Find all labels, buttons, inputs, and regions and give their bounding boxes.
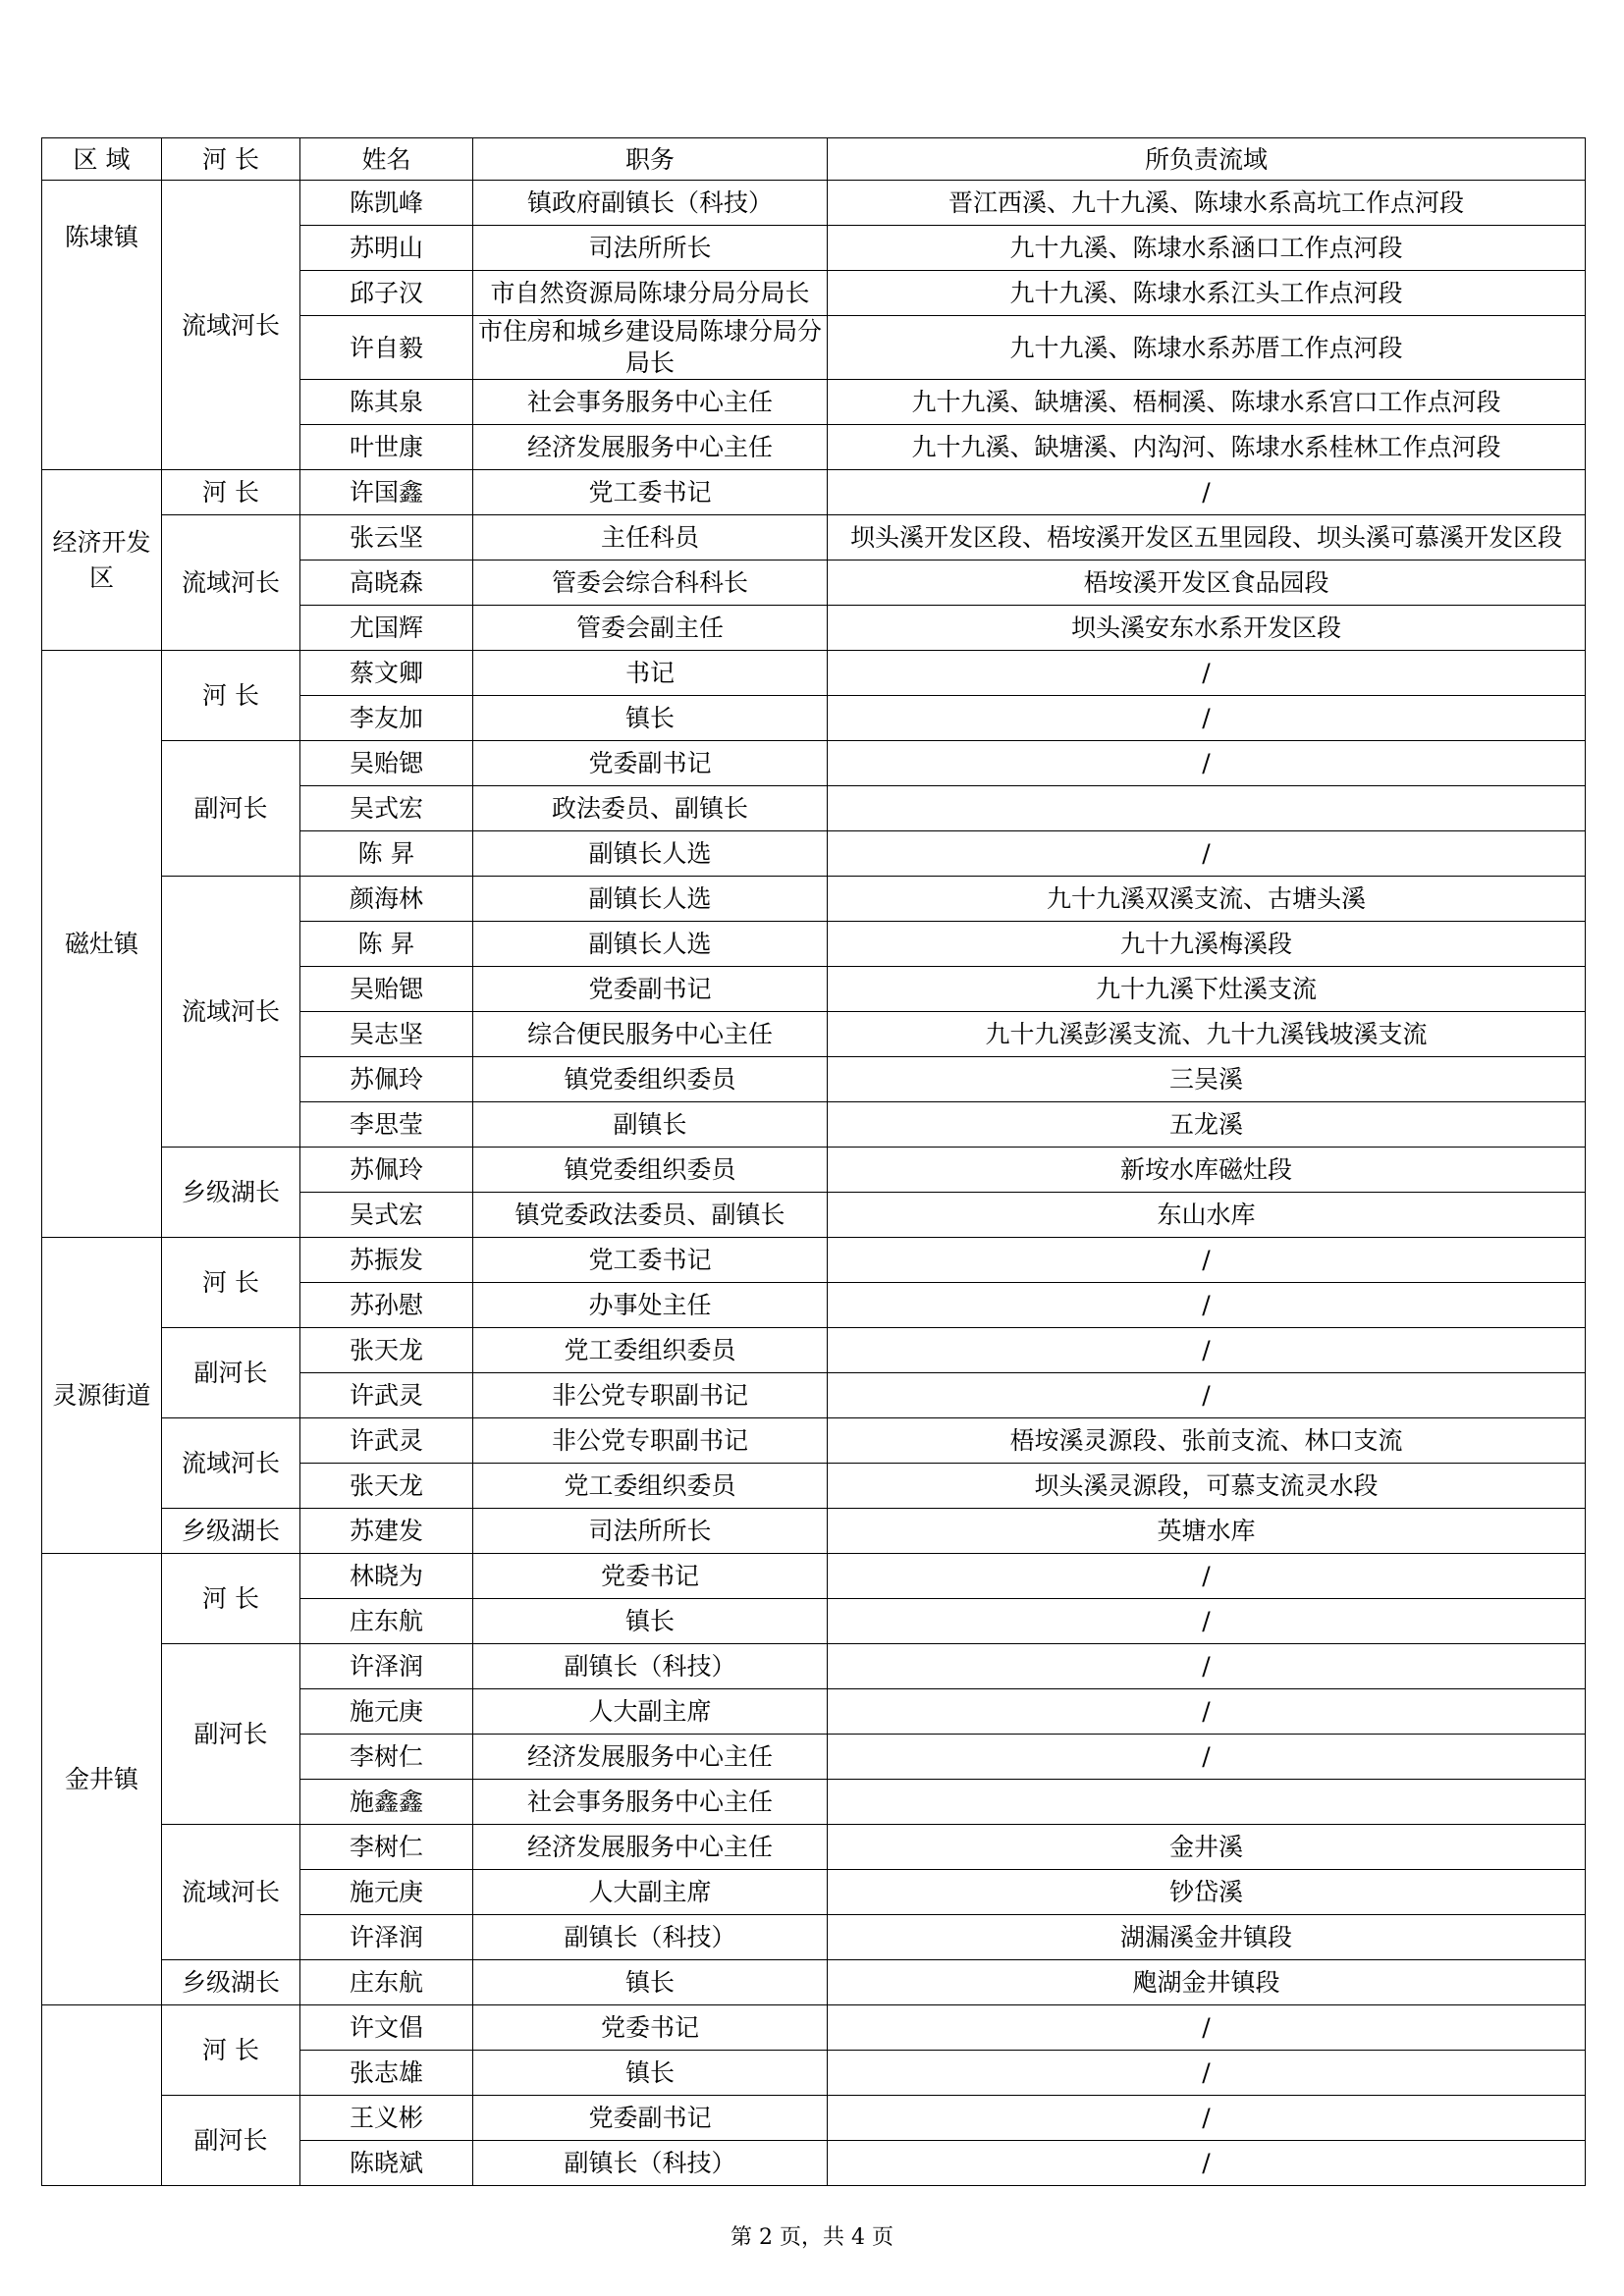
position-cell: 副镇长（科技） [473, 1644, 828, 1689]
name-cell: 王义彬 [300, 2096, 473, 2141]
name-cell: 尤国辉 [300, 606, 473, 651]
watershed-cell: / [828, 696, 1586, 741]
name-cell: 吴式宏 [300, 1193, 473, 1238]
watershed-cell: / [828, 470, 1586, 515]
watershed-cell: / [828, 1554, 1586, 1599]
position-cell: 镇长 [473, 2051, 828, 2096]
watershed-cell: 飑湖金井镇段 [828, 1960, 1586, 2005]
region-cell: 经济开发区 [42, 470, 162, 651]
position-cell: 党委副书记 [473, 741, 828, 786]
watershed-cell: / [828, 1644, 1586, 1689]
region-cell: 陈埭镇 [42, 181, 162, 470]
chief-type-cell: 副河长 [162, 2096, 300, 2186]
watershed-cell: / [828, 741, 1586, 786]
position-cell: 镇党委组织委员 [473, 1148, 828, 1193]
watershed-cell: / [828, 1735, 1586, 1780]
watershed-cell: 九十九溪梅溪段 [828, 922, 1586, 967]
table-row [42, 877, 1586, 922]
watershed-cell: 东山水库 [828, 1193, 1586, 1238]
position-cell: 管委会综合科科长 [473, 561, 828, 606]
position-cell: 副镇长（科技） [473, 1915, 828, 1960]
chief-type-cell: 乡级湖长 [162, 1148, 300, 1238]
table-row [42, 1644, 1586, 1689]
watershed-cell: / [828, 651, 1586, 696]
chief-type-cell: 流域河长 [162, 1825, 300, 1960]
position-cell: 党工委组织委员 [473, 1464, 828, 1509]
position-cell: 非公党专职副书记 [473, 1418, 828, 1464]
name-cell: 吴贻锶 [300, 967, 473, 1012]
watershed-cell: 坝头溪开发区段、梧垵溪开发区五里园段、坝头溪可慕溪开发区段 [828, 515, 1586, 561]
watershed-cell: 九十九溪、缺塘溪、内沟河、陈埭水系桂林工作点河段 [828, 425, 1586, 470]
watershed-cell: 三吴溪 [828, 1057, 1586, 1102]
watershed-cell: / [828, 831, 1586, 877]
name-cell: 陈其泉 [300, 380, 473, 425]
watershed-cell [828, 786, 1586, 831]
position-cell: 镇政府副镇长（科技） [473, 181, 828, 226]
name-cell: 苏振发 [300, 1238, 473, 1283]
table-row [42, 1148, 1586, 1193]
watershed-cell: 晋江西溪、九十九溪、陈埭水系高坑工作点河段 [828, 181, 1586, 226]
watershed-cell: 坝头溪安东水系开发区段 [828, 606, 1586, 651]
position-cell: 党委副书记 [473, 967, 828, 1012]
table-row [42, 1418, 1586, 1464]
position-cell: 政法委员、副镇长 [473, 786, 828, 831]
header-chief-type: 河 长 [162, 138, 300, 181]
region-cell: 灵源街道 [42, 1238, 162, 1554]
watershed-cell: / [828, 2051, 1586, 2096]
chief-type-cell: 河 长 [162, 651, 300, 741]
position-cell: 司法所所长 [473, 1509, 828, 1554]
name-cell: 施元庚 [300, 1689, 473, 1735]
position-cell: 经济发展服务中心主任 [473, 425, 828, 470]
chief-type-cell: 副河长 [162, 741, 300, 877]
watershed-cell: 梧垵溪灵源段、张前支流、林口支流 [828, 1418, 1586, 1464]
position-cell: 党工委书记 [473, 1238, 828, 1283]
header-position: 职务 [473, 138, 828, 181]
position-cell: 镇长 [473, 696, 828, 741]
name-cell: 庄东航 [300, 1599, 473, 1644]
position-cell: 镇党委组织委员 [473, 1057, 828, 1102]
name-cell: 吴式宏 [300, 786, 473, 831]
position-cell: 副镇长（科技） [473, 2141, 828, 2186]
name-cell: 李树仁 [300, 1825, 473, 1870]
name-cell: 陈凯峰 [300, 181, 473, 226]
chief-type-cell: 副河长 [162, 1644, 300, 1825]
position-cell: 经济发展服务中心主任 [473, 1735, 828, 1780]
chief-type-cell: 河 长 [162, 1238, 300, 1328]
name-cell: 林晓为 [300, 1554, 473, 1599]
position-cell: 书记 [473, 651, 828, 696]
position-cell: 副镇长人选 [473, 877, 828, 922]
name-cell: 叶世康 [300, 425, 473, 470]
chief-type-cell: 河 长 [162, 470, 300, 515]
name-cell: 吴贻锶 [300, 741, 473, 786]
chief-type-cell: 乡级湖长 [162, 1509, 300, 1554]
table-row [42, 1825, 1586, 1870]
watershed-cell: / [828, 2096, 1586, 2141]
position-cell: 社会事务服务中心主任 [473, 380, 828, 425]
name-cell: 陈 昇 [300, 922, 473, 967]
name-cell: 张云坚 [300, 515, 473, 561]
watershed-cell: 钞岱溪 [828, 1870, 1586, 1915]
name-cell: 苏明山 [300, 226, 473, 271]
river-chief-table [41, 137, 1586, 2186]
position-cell: 党委副书记 [473, 2096, 828, 2141]
region-cell [42, 2005, 162, 2186]
watershed-cell: 九十九溪、陈埭水系涵口工作点河段 [828, 226, 1586, 271]
watershed-cell: / [828, 1238, 1586, 1283]
watershed-cell: / [828, 1689, 1586, 1735]
watershed-cell: 英塘水库 [828, 1509, 1586, 1554]
watershed-cell: 新垵水库磁灶段 [828, 1148, 1586, 1193]
watershed-cell: / [828, 2005, 1586, 2051]
chief-type-cell: 流域河长 [162, 1418, 300, 1509]
table-row [42, 470, 1586, 515]
name-cell: 庄东航 [300, 1960, 473, 2005]
position-cell: 市住房和城乡建设局陈埭分局分局长 [473, 316, 828, 380]
name-cell: 许国鑫 [300, 470, 473, 515]
name-cell: 许自毅 [300, 316, 473, 380]
watershed-cell: / [828, 1599, 1586, 1644]
name-cell: 许泽润 [300, 1915, 473, 1960]
position-cell: 镇党委政法委员、副镇长 [473, 1193, 828, 1238]
name-cell: 张志雄 [300, 2051, 473, 2096]
position-cell: 司法所所长 [473, 226, 828, 271]
name-cell: 苏佩玲 [300, 1148, 473, 1193]
watershed-cell: 九十九溪、陈埭水系苏厝工作点河段 [828, 316, 1586, 380]
chief-type-cell: 流域河长 [162, 515, 300, 651]
header-name: 姓名 [300, 138, 473, 181]
chief-type-cell: 流域河长 [162, 181, 300, 470]
table-row [42, 1509, 1586, 1554]
watershed-cell: 五龙溪 [828, 1102, 1586, 1148]
name-cell: 苏佩玲 [300, 1057, 473, 1102]
name-cell: 施元庚 [300, 1870, 473, 1915]
watershed-cell: 梧垵溪开发区食品园段 [828, 561, 1586, 606]
name-cell: 施鑫鑫 [300, 1780, 473, 1825]
position-cell: 经济发展服务中心主任 [473, 1825, 828, 1870]
header-watershed: 所负责流域 [828, 138, 1586, 181]
name-cell: 苏建发 [300, 1509, 473, 1554]
watershed-cell: 九十九溪彭溪支流、九十九溪钱坡溪支流 [828, 1012, 1586, 1057]
watershed-cell: / [828, 1373, 1586, 1418]
table-row [42, 1960, 1586, 2005]
position-cell: 社会事务服务中心主任 [473, 1780, 828, 1825]
watershed-cell: 湖漏溪金井镇段 [828, 1915, 1586, 1960]
region-cell: 磁灶镇 [42, 651, 162, 1238]
position-cell: 市自然资源局陈埭分局分局长 [473, 271, 828, 316]
position-cell: 综合便民服务中心主任 [473, 1012, 828, 1057]
name-cell: 陈晓斌 [300, 2141, 473, 2186]
position-cell: 办事处主任 [473, 1283, 828, 1328]
position-cell: 非公党专职副书记 [473, 1373, 828, 1418]
watershed-cell: / [828, 2141, 1586, 2186]
name-cell: 苏孙慰 [300, 1283, 473, 1328]
watershed-cell [828, 1780, 1586, 1825]
table-row [42, 741, 1586, 786]
watershed-cell: / [828, 1328, 1586, 1373]
name-cell: 李友加 [300, 696, 473, 741]
watershed-cell: 金井溪 [828, 1825, 1586, 1870]
position-cell: 副镇长 [473, 1102, 828, 1148]
chief-type-cell: 河 长 [162, 2005, 300, 2096]
name-cell: 蔡文卿 [300, 651, 473, 696]
table-body [42, 181, 1586, 2186]
table-row [42, 1554, 1586, 1599]
table-row [42, 1238, 1586, 1283]
name-cell: 许文倡 [300, 2005, 473, 2051]
position-cell: 管委会副主任 [473, 606, 828, 651]
position-cell: 镇长 [473, 1599, 828, 1644]
name-cell: 陈 昇 [300, 831, 473, 877]
table-row [42, 515, 1586, 561]
name-cell: 许泽润 [300, 1644, 473, 1689]
watershed-cell: 九十九溪双溪支流、古塘头溪 [828, 877, 1586, 922]
chief-type-cell: 乡级湖长 [162, 1960, 300, 2005]
region-cell: 金井镇 [42, 1554, 162, 2005]
name-cell: 李思莹 [300, 1102, 473, 1148]
table-row [42, 651, 1586, 696]
watershed-cell: 九十九溪、陈埭水系江头工作点河段 [828, 271, 1586, 316]
position-cell: 副镇长人选 [473, 831, 828, 877]
name-cell: 李树仁 [300, 1735, 473, 1780]
position-cell: 党委书记 [473, 2005, 828, 2051]
page-footer: 第 2 页，共 4 页 [731, 2225, 893, 2250]
table-row [42, 1328, 1586, 1373]
position-cell: 副镇长人选 [473, 922, 828, 967]
position-cell: 党工委组织委员 [473, 1328, 828, 1373]
position-cell: 人大副主席 [473, 1689, 828, 1735]
name-cell: 许武灵 [300, 1418, 473, 1464]
table-row [42, 181, 1586, 226]
position-cell: 党委书记 [473, 1554, 828, 1599]
header-region: 区 域 [42, 138, 162, 181]
watershed-cell: / [828, 1283, 1586, 1328]
chief-type-cell: 副河长 [162, 1328, 300, 1418]
watershed-cell: 九十九溪下灶溪支流 [828, 967, 1586, 1012]
table-row [42, 2005, 1586, 2051]
table-row [42, 2096, 1586, 2141]
watershed-cell: 九十九溪、缺塘溪、梧桐溪、陈埭水系宫口工作点河段 [828, 380, 1586, 425]
chief-type-cell: 河 长 [162, 1554, 300, 1644]
position-cell: 镇长 [473, 1960, 828, 2005]
chief-type-cell: 流域河长 [162, 877, 300, 1148]
name-cell: 高晓森 [300, 561, 473, 606]
header-row [42, 138, 1586, 181]
name-cell: 许武灵 [300, 1373, 473, 1418]
name-cell: 张天龙 [300, 1464, 473, 1509]
watershed-cell: 坝头溪灵源段，可慕支流灵水段 [828, 1464, 1586, 1509]
name-cell: 吴志坚 [300, 1012, 473, 1057]
position-cell: 人大副主席 [473, 1870, 828, 1915]
name-cell: 张天龙 [300, 1328, 473, 1373]
name-cell: 邱子汉 [300, 271, 473, 316]
name-cell: 颜海林 [300, 877, 473, 922]
position-cell: 党工委书记 [473, 470, 828, 515]
position-cell: 主任科员 [473, 515, 828, 561]
